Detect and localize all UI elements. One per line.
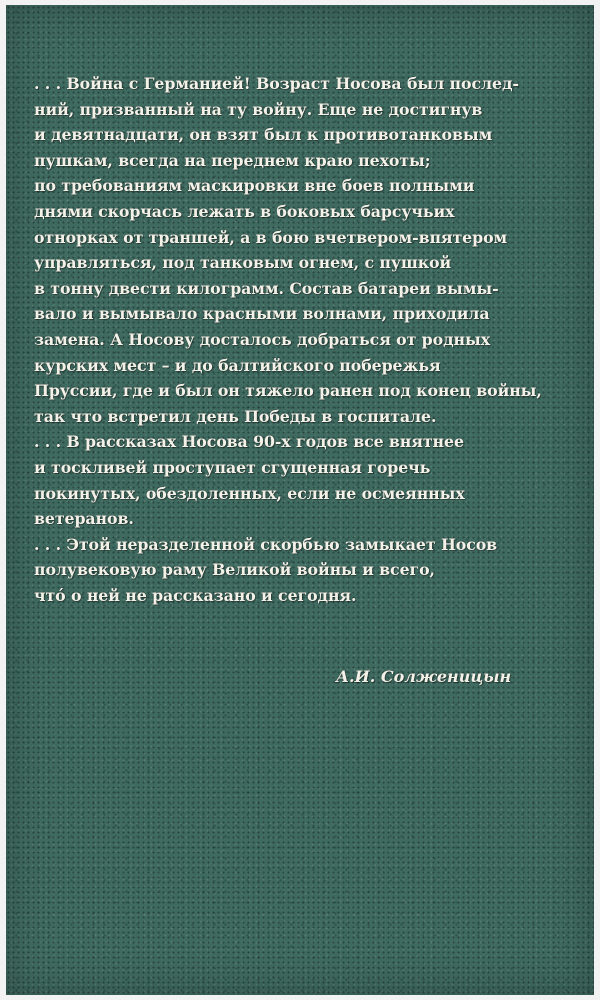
text-line: покинутых, обездоленных, если не осмеянных — [34, 483, 465, 503]
book-back-cover — [6, 5, 594, 995]
text-line: и девятнадцати, он взят был к противотанковым — [34, 125, 493, 145]
text-line: что́ о ней не рассказано и сегодня. — [34, 585, 357, 605]
text-line: вало и вымывало красными волнами, приходила — [34, 304, 490, 324]
text-line: ветеранов. — [34, 509, 134, 529]
text-line: курских мест – и до балтийского побережья — [34, 355, 441, 375]
text-line: и тоскливей проступает сгущенная горечь — [34, 457, 431, 477]
text-line: Пруссии, где и был он тяжело ранен под конец войны, — [34, 381, 542, 401]
text-line: . . . Этой неразделенной скорбью замыкает Носов — [34, 534, 498, 554]
author-signature: А.И. Солженицын — [336, 667, 512, 686]
text-line: . . . В рассказах Носова 90-х годов все внятнее — [34, 432, 464, 452]
text-line: по требованиям маскировки вне боев полными — [34, 176, 475, 196]
text-line: ний, призванный на ту войну. Еще не достигнув — [34, 99, 483, 119]
quote-text — [34, 71, 594, 608]
text-line: отнорках от траншей, а в бою вчетвером-впятером — [34, 227, 508, 247]
text-line: в тонну двести килограмм. Состав батареи вымы- — [34, 278, 499, 298]
text-line: . . . Война с Германией! Возраст Носова был послед- — [34, 74, 519, 93]
text-line: управляться, под танковым огнем, с пушкой — [34, 253, 452, 273]
text-line: так что встретил день Победы в госпитале. — [34, 406, 437, 426]
text-line: полувековую раму Великой войны и всего, — [34, 560, 435, 580]
text-line: замена. А Носову досталось добраться от родных — [34, 329, 491, 349]
text-line: днями скорчась лежать в боковых барсучьих — [34, 201, 455, 221]
text-line: пушкам, всегда на переднем краю пехоты; — [34, 150, 431, 170]
